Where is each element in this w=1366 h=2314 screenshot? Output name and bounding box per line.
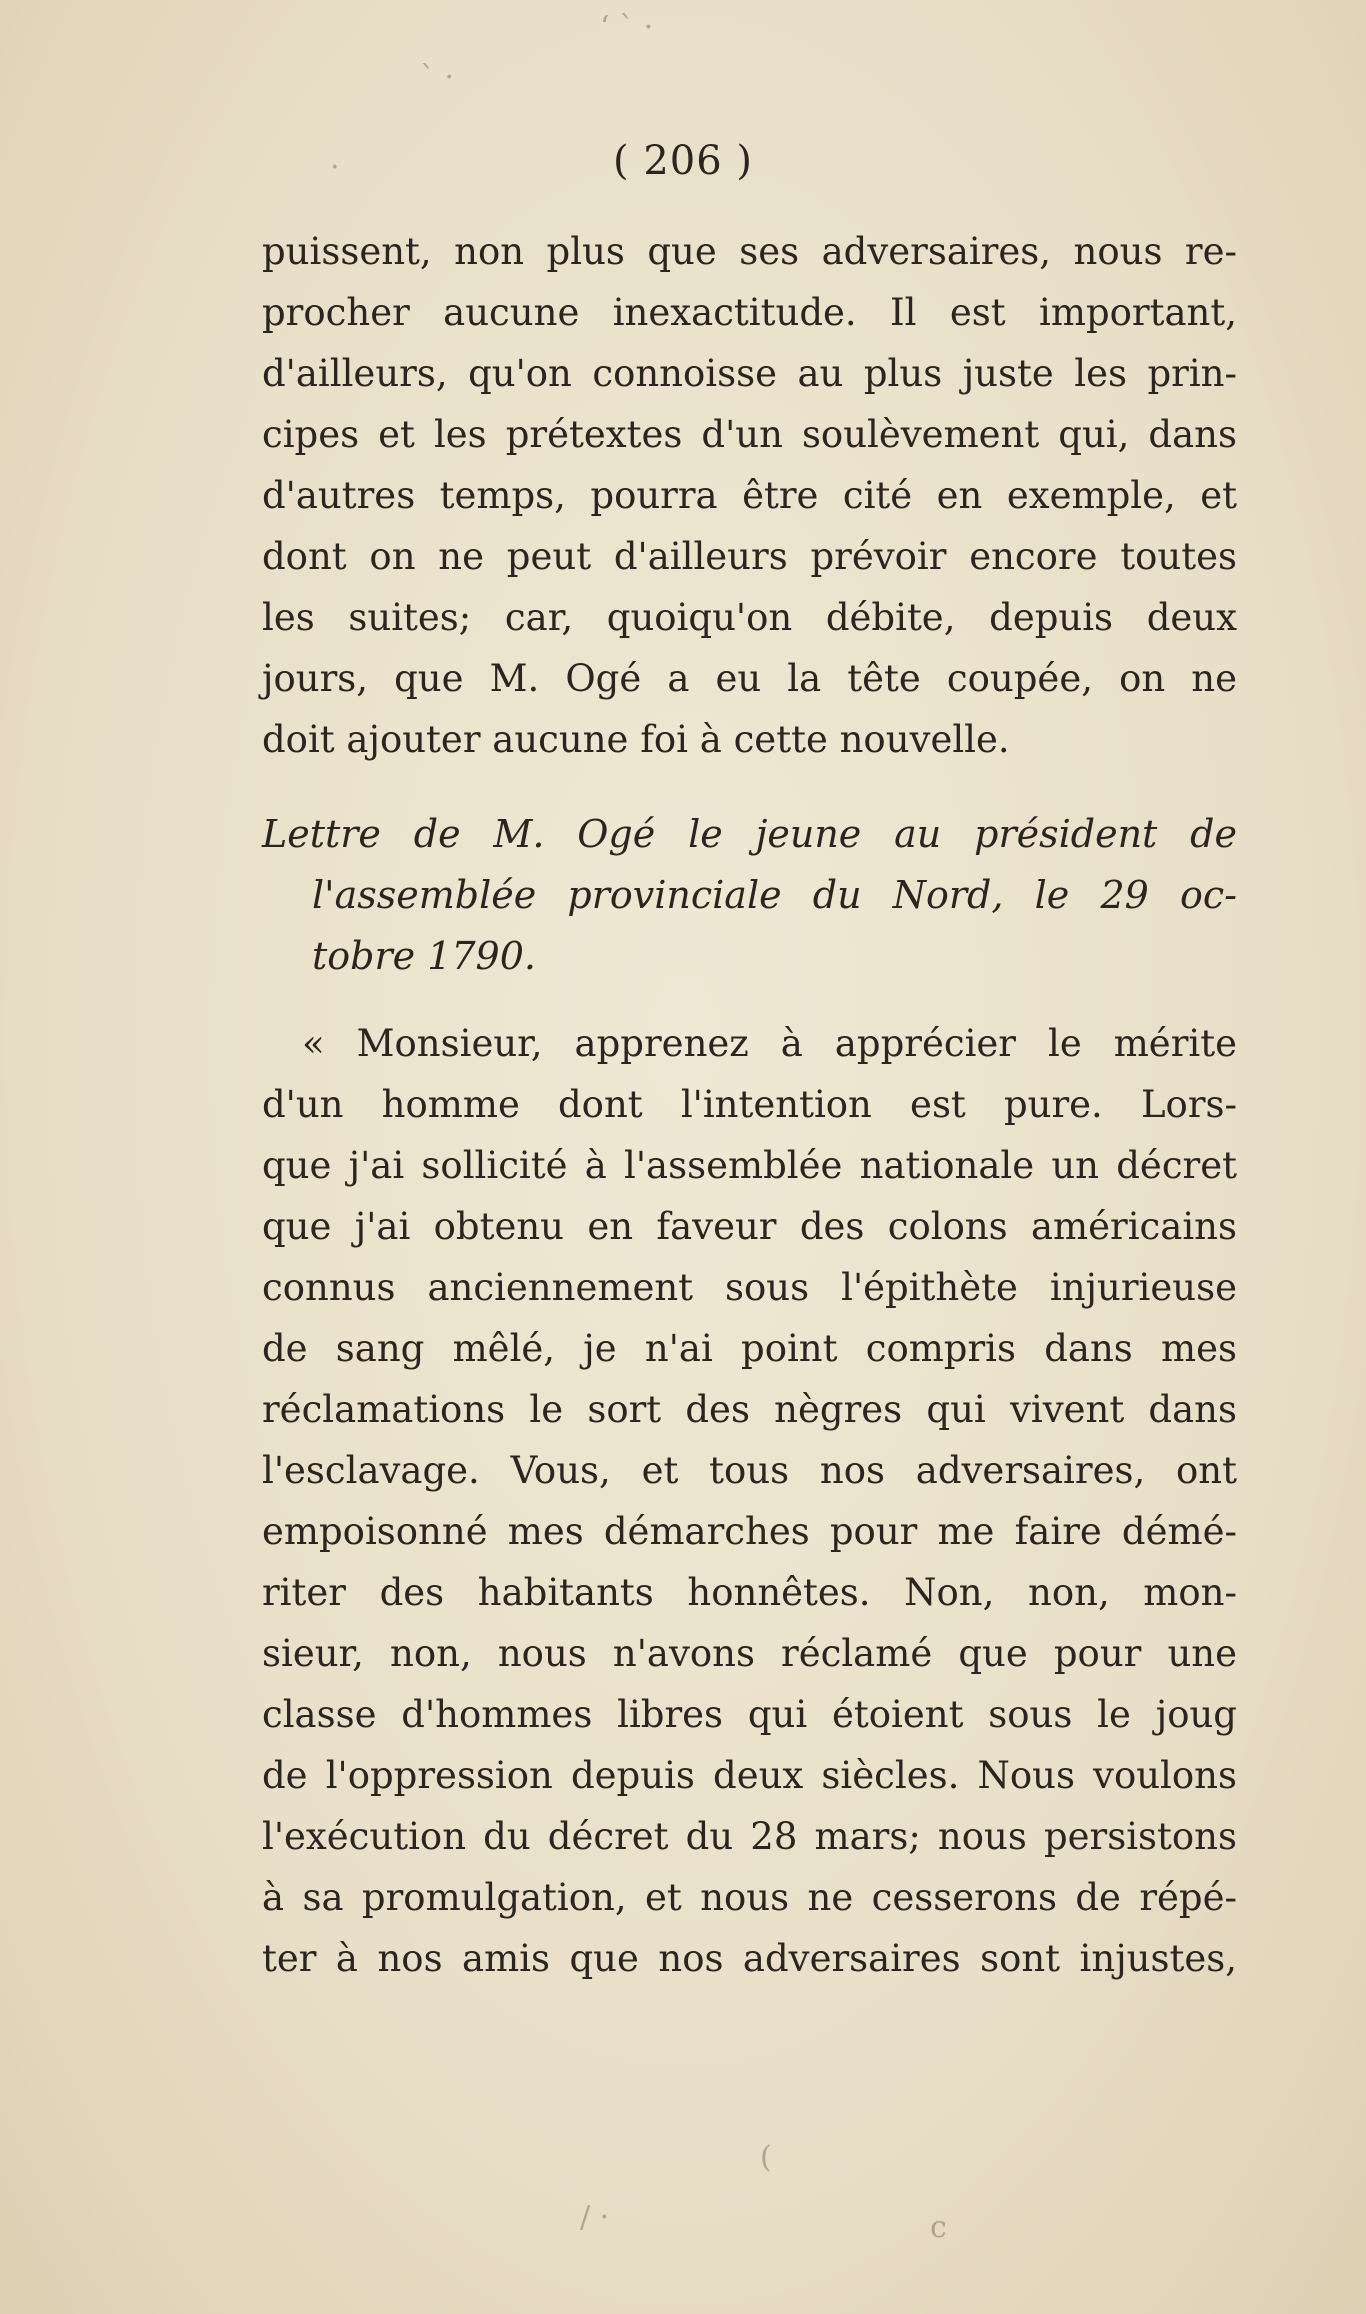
ink-mark: ( — [760, 2140, 772, 2175]
text-line: puissent, non plus que ses adversaires, nous re- — [262, 230, 1237, 273]
text-line: doit ajouter aucune foi à cette nouvelle. — [262, 718, 1010, 761]
text-line: jours, que M. Ogé a eu la tête coupée, on ne — [262, 657, 1237, 700]
heading-line: l'assemblée provinciale du Nord, le 29 oc- — [312, 873, 1237, 917]
heading-line: Lettre de M. Ogé le jeune au président de — [262, 812, 1237, 856]
text-line: riter des habitants honnêtes. Non, non, mon- — [262, 1571, 1237, 1614]
text-line: que j'ai sollicité à l'assemblée nationale un décret — [262, 1144, 1237, 1187]
text-line: classe d'hommes libres qui étoient sous le joug — [262, 1693, 1237, 1736]
text-line: l'esclavage. Vous, et tous nos adversaires, ont — [262, 1449, 1237, 1492]
text-line: sieur, non, nous n'avons réclamé que pour une — [262, 1632, 1237, 1675]
text-line: à sa promulgation, et nous ne cesserons de répé- — [262, 1876, 1237, 1919]
text-line: l'exécution du décret du 28 mars; nous persistons — [262, 1815, 1237, 1858]
text-line: « Monsieur, apprenez à apprécier le mérite — [302, 1022, 1237, 1065]
text-line: empoisonné mes démarches pour me faire démé- — [262, 1510, 1237, 1553]
text-line: de l'oppression depuis deux siècles. Nous voulons — [262, 1754, 1237, 1797]
ink-mark: ‘ ` · — [600, 10, 654, 45]
text-line: les suites; car, quoiqu'on débite, depuis deux — [262, 596, 1237, 639]
text-line: dont on ne peut d'ailleurs prévoir encore toutes — [262, 535, 1237, 578]
text-line: cipes et les prétextes d'un soulèvement qui, dans — [262, 413, 1237, 456]
text-line: ter à nos amis que nos adversaires sont injustes, — [262, 1937, 1237, 1980]
ink-mark: / · — [580, 2200, 610, 2235]
text-line: que j'ai obtenu en faveur des colons américains — [262, 1205, 1237, 1248]
text-line: d'ailleurs, qu'on connoisse au plus juste les prin- — [262, 352, 1237, 395]
text-line: connus anciennement sous l'épithète injurieuse — [262, 1266, 1237, 1309]
page-number: ( 206 ) — [613, 138, 753, 184]
text-line: d'autres temps, pourra être cité en exemple, et — [262, 474, 1237, 517]
text-line: de sang mêlé, je n'ai point compris dans mes — [262, 1327, 1237, 1370]
ink-mark: c — [930, 2210, 947, 2245]
paragraph-1 — [262, 221, 1237, 770]
letter-heading — [262, 804, 1237, 987]
heading-line: tobre 1790. — [312, 934, 536, 978]
text-line: d'un homme dont l'intention est pure. Lors- — [262, 1083, 1237, 1126]
text-line: réclamations le sort des nègres qui vivent dans — [262, 1388, 1237, 1431]
text-line: procher aucune inexactitude. Il est important, — [262, 291, 1237, 334]
paragraph-2 — [262, 1013, 1237, 1989]
ink-mark: · — [330, 150, 340, 185]
ink-mark: ` · — [420, 60, 455, 95]
